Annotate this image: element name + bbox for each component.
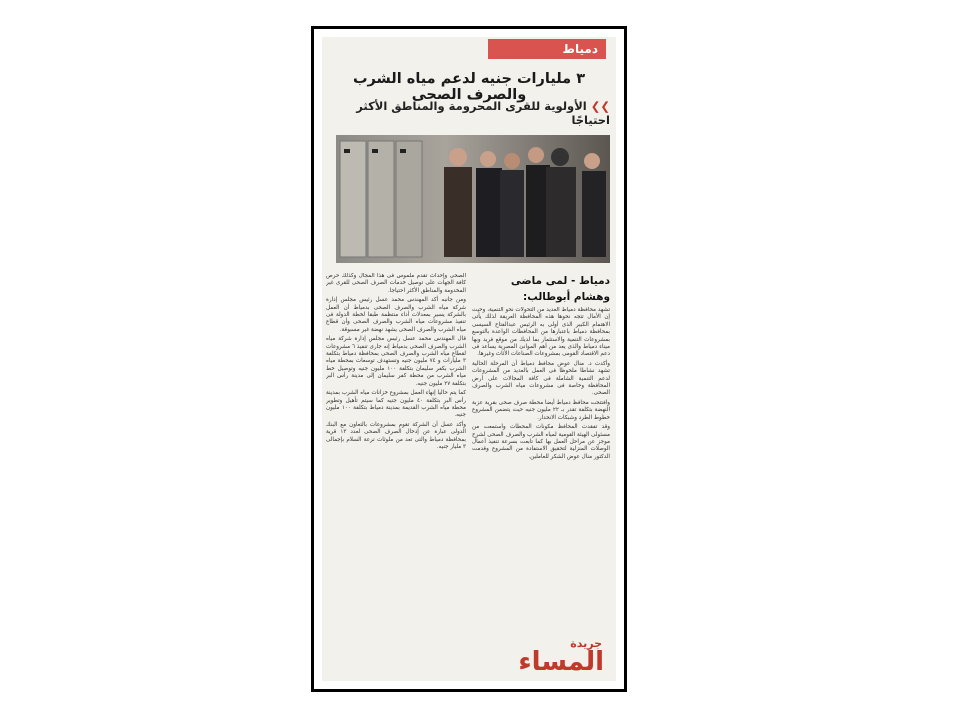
logo-small-text: جريدة xyxy=(570,637,602,650)
subheadline xyxy=(328,99,610,127)
paragraph: قال المهندس محمد عسل رئيس مجلس إدارة شركة مياه الشرب والصرف الصحى بدمياط إنه جارى تنفيذ ٦ مشروعات لقطاع مياه الشرب والصرف الصحى بمحافظة دمياط بتكلفة ٣ مليارات و ٧٤ مليون جنيه وتستهدف توسعات بمحطة مياه الشرب بكفر سليمان بتكلفة ١٠٠ مليون جنيه وتوصيل خط مياه الشرب من محطة كفر سليمان إلى مدينة رأس البر بتكلفة ٢٧ مليون جنيه. xyxy=(326,336,466,387)
paragraph: وأكد عسل أن الشركة تقوم بمشروعات بالتعاون مع البنك الدولى عبارة عن إدخال الصرف الصحى لعدد ١٣ قرية بمحافظة دمياط والتى تعد من ملوثات ترعة السلام بإجمالى ٣ مليار جنيه. xyxy=(326,421,466,450)
newspaper-logo xyxy=(486,637,606,681)
double-chevron-icon: ❯❯ xyxy=(590,99,610,113)
news-photo xyxy=(336,135,610,263)
subheadline-text: الأولوية للقرى المحرومة والمناطق الأكثر احتياجًا xyxy=(356,99,610,127)
article-column-left xyxy=(326,273,466,639)
section-tag: دمياط xyxy=(488,39,606,59)
newspaper-clipping xyxy=(322,37,616,681)
paragraph: الصحى وإحداث تقدم ملموس فى هذا المجال وكذلك حرص كافة الجهات على توصيل خدمات الصرف الصحى للقرى غير المخدومة والمناطق الأكثر احتياجا. xyxy=(326,273,466,294)
paragraph: وافتتحت محافظ دمياط أيضا محطة صرف صحى بقرية عزبة النهضة بتكلفة تقدر بـ ٢٢ مليون جنيه حيث يتضمن المشروع خطوط الطرد وشبكات الانحدار. xyxy=(472,399,610,421)
paragraph: وأكدت د. منال عوض محافظ دمياط أن المرحلة الحالية تشهد نشاطا ملحوظا فى العمل بالعديد من المشروعات لدعم التنمية الشاملة فى كافة المجالات على أرض المحافظة وخاصة فى مشروعات مياه الشرب والصرف الصحى. xyxy=(472,360,610,397)
paragraph: وقد تفقدت المحافظ مكونات المحطات واستمعت من مسئولى الهيئة القومية لمياه الشرب والصرف الصحى لشرح موجز عن مراحل العمل بها كما تابعت بسرعة تنفيذ أعمال الوصلات المنزلية لتحقيق الاستفادة من المشروع وقدمت الدكتور منال عوض الشكر للعاملين. xyxy=(472,424,610,460)
photo-officials-visiting-plant xyxy=(336,135,610,263)
byline-line-1: دمياط - لمى ماضى xyxy=(510,275,610,287)
paragraph: كما يتم حاليا إنهاء العمل بمشروع خزانات مياه الشرب بمدينة رأس البر بتكلفة ٤٠ مليون جنيه كما سيتم تأهيل وتطوير محطة مياه الشرب القديمة بمدينة دمياط بتكلفة ١٠٠ مليون جنيه. xyxy=(326,390,466,419)
paragraph: تشهد محافظة دمياط العديد من التحولات نحو التنمية، وحيث إن الأمال تتجه نحوها هذه المحافظة العريقة لذلك يأتى الاهتمام الكبير الذى أولى به الرئيس عبدالفتاح السيسى بمحافظة دمياط باعتبارها من المحافظات الواعدة بالتوسع بمشروعات التنمية والاستثمار بما لديك من موقع فريد وبها ميناء دمياط والذى يعد من أهم الموانئ المصرية يساعد فى دعم الاقتصاد القومى بمشروعات الصناعات الأثاث وغيرها. xyxy=(472,307,610,358)
article-column-right xyxy=(472,307,610,639)
headline: ٣ مليارات جنيه لدعم مياه الشرب والصرف الصحى xyxy=(352,71,586,103)
byline-line-2: وهشام أبوطالب: xyxy=(523,291,610,303)
paragraph: ومن جانبه أكد المهندس محمد عسل رئيس مجلس إدارة شركة مياه الشرب والصرف الصحى بدمياط أن العمل بالشركة يسير بمعدلات أداء منتظمة طبقا لخطة الدولة فى تنفيذ مشروعات مياه الشرب والصرف الصحى وأن قطاع مياه الشرب والصرف الصحى يشهد نهضة غير مسبوقة. xyxy=(326,297,466,333)
clipping-frame xyxy=(311,26,627,692)
byline xyxy=(480,273,610,305)
logo-big-text: المساء xyxy=(518,647,604,677)
